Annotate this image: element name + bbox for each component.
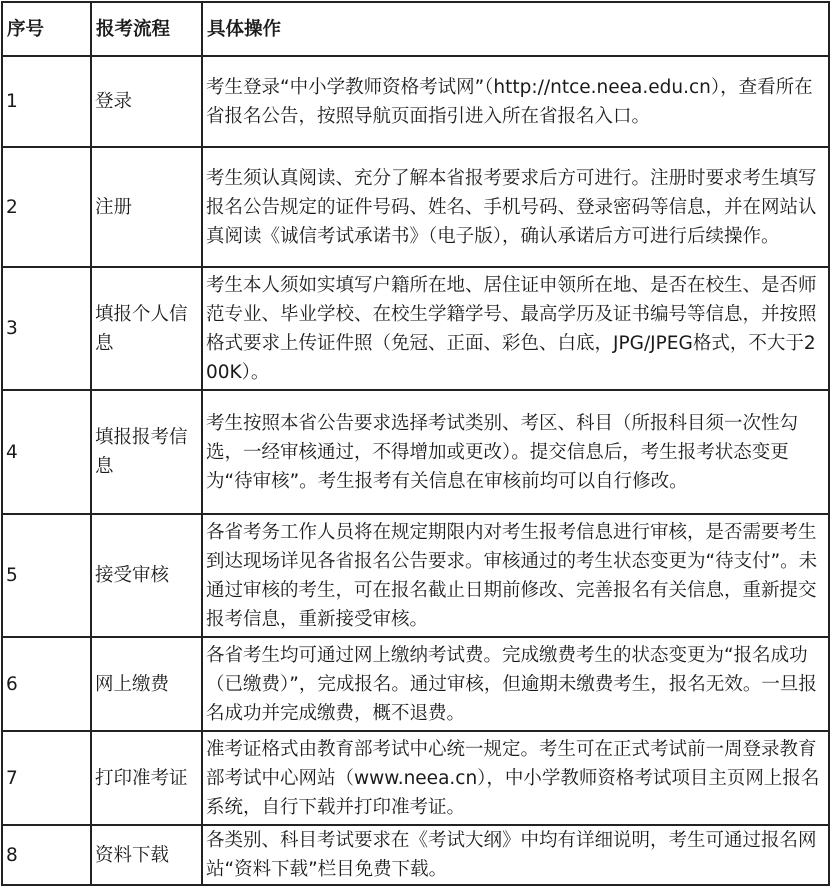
table-header-row — [2, 2, 829, 56]
row-index: 1 — [2, 56, 91, 147]
row-detail: 考生按照本省公告要求选择考试类别、考区、科目（所报科目须一次性勾选，一经审核通过，不得增加或更改）。提交信息后，考生报考状态变更为“待审核”。考生报考有关信息在审核前均可以自行修改。 — [202, 390, 829, 514]
row-detail: 考生本人须如实填写户籍所在地、居住证申领所在地、是否在校生、是否师范专业、毕业学校、在校生学籍学号、最高学历及证书编号等信息，并按照格式要求上传证件照（免冠、正面、彩色、白底，JPG/JPEG格式，不大于200K）。 — [202, 267, 829, 390]
row-step: 登录 — [91, 56, 202, 147]
header-step: 报考流程 — [91, 2, 202, 56]
row-detail: 准考证格式由教育部考试中心统一规定。考生可在正式考试前一周登录教育部考试中心网站（www.neea.cn），中小学教师资格考试项目主页网上报名系统，自行下载并打印准考证。 — [202, 731, 829, 825]
row-step: 注册 — [91, 147, 202, 267]
row-index: 6 — [2, 637, 91, 731]
row-step: 填报报考信息 — [91, 390, 202, 514]
header-index: 序号 — [2, 2, 91, 56]
row-index: 7 — [2, 731, 91, 825]
row-detail: 考生须认真阅读、充分了解本省报考要求后方可进行。注册时要求考生填写报名公告规定的证件号码、姓名、手机号码、登录密码等信息，并在网站认真阅读《诚信考试承诺书》（电子版），确认承诺后方可进行后续操作。 — [202, 147, 829, 267]
row-detail: 考生登录“中小学教师资格考试网”（http://ntce.neea.edu.cn），查看所在省报名公告，按照导航页面指引进入所在省报名入口。 — [202, 56, 829, 147]
table-row — [2, 147, 829, 267]
row-index: 8 — [2, 825, 91, 885]
table-row — [2, 56, 829, 147]
row-index: 4 — [2, 390, 91, 514]
registration-process-table — [1, 1, 830, 886]
row-detail: 各省考务工作人员将在规定期限内对考生报考信息进行审核，是否需要考生到达现场详见各省报名公告要求。审核通过的考生状态变更为“待支付”。未通过审核的考生，可在报名截止日期前修改、完善报名有关信息，重新提交报考信息，重新接受审核。 — [202, 514, 829, 637]
row-detail: 各类别、科目考试要求在《考试大纲》中均有详细说明，考生可通过报名网站“资料下载”栏目免费下载。 — [202, 825, 829, 885]
row-step: 网上缴费 — [91, 637, 202, 731]
row-step: 接受审核 — [91, 514, 202, 637]
row-index: 2 — [2, 147, 91, 267]
row-detail: 各省考生均可通过网上缴纳考试费。完成缴费考生的状态变更为“报名成功（已缴费）”，完成报名。通过审核，但逾期未缴费考生，报名无效。一旦报名成功并完成缴费，概不退费。 — [202, 637, 829, 731]
row-step: 打印准考证 — [91, 731, 202, 825]
table-row — [2, 514, 829, 637]
row-index: 3 — [2, 267, 91, 390]
table-row — [2, 267, 829, 390]
row-index: 5 — [2, 514, 91, 637]
row-step: 填报个人信息 — [91, 267, 202, 390]
row-step: 资料下载 — [91, 825, 202, 885]
table-row — [2, 731, 829, 825]
table-row — [2, 390, 829, 514]
table-row — [2, 637, 829, 731]
table-row — [2, 825, 829, 885]
header-detail: 具体操作 — [202, 2, 829, 56]
